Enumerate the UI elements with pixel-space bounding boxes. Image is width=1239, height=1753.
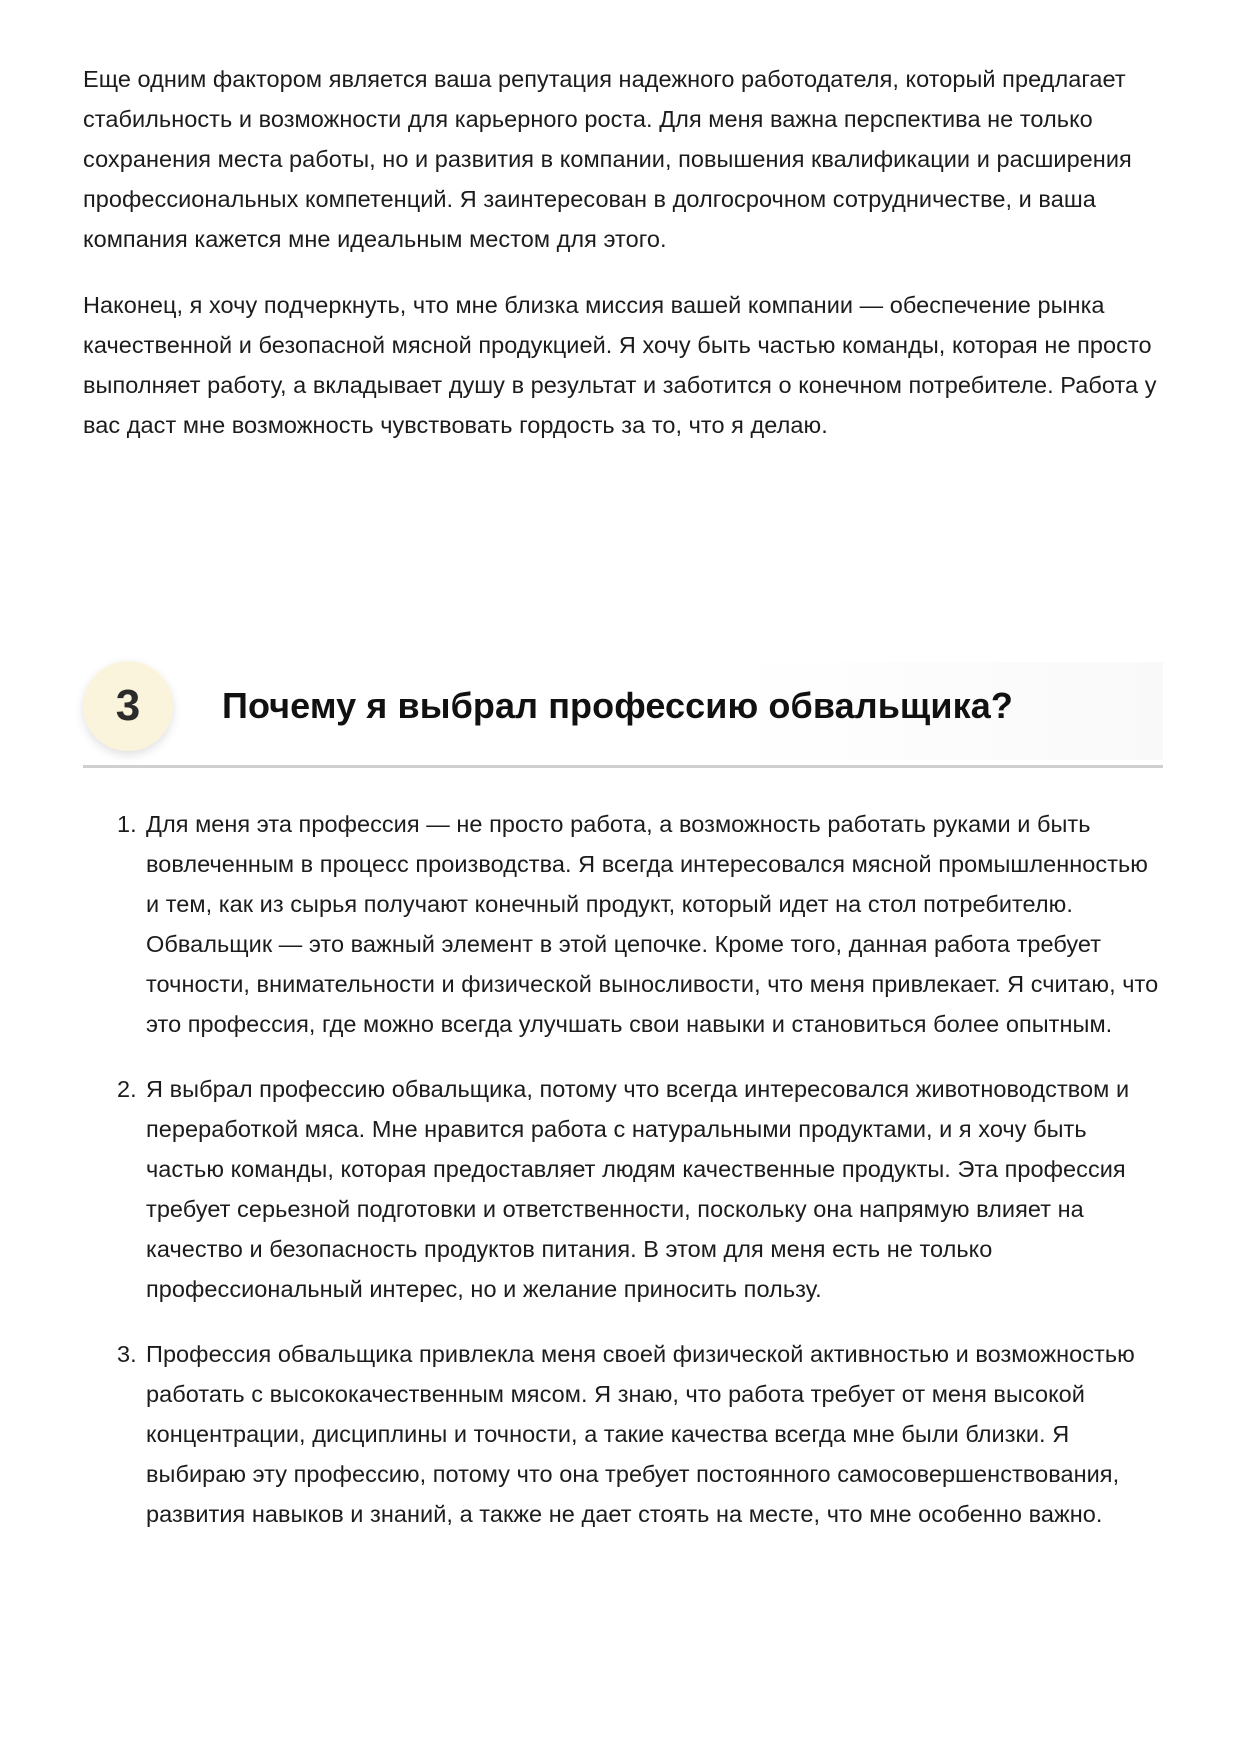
intro-paragraph-mission: Наконец, я хочу подчеркнуть, что мне близка миссия вашей компании — обеспечение рынка качественной и безопасной мясной продукцией. Я хочу быть частью команды, которая не просто выполняет работу, а вкладывает душу в результат и заботится о конечном потребителе. Работа у вас даст мне возможность чувствовать гордость за то, что я делаю. [83, 292, 1157, 438]
section-divider [83, 765, 1163, 768]
list-item-number: 2. [117, 1076, 137, 1102]
list-item-text: Профессия обвальщика привлекла меня своей физической активностью и возможностью работать с высококачественным мясом. Я знаю, что работа требует от меня высокой концентрации, дисциплины и точности, а такие качества всегда мне были близки. Я выбираю эту профессию, потому что она требует постоянного самосовершенствования, развития навыков и знаний, а также не дает стоять на месте, что мне особенно важно. [146, 1341, 1135, 1527]
list-item-number: 1. [117, 811, 137, 837]
section-title: Почему я выбрал профессию обвальщика? [222, 685, 1013, 726]
reasons-list [83, 804, 1163, 1559]
list-item-text: Для меня эта профессия — не просто работа, а возможность работать руками и быть вовлеченным в процесс производства. Я всегда интересовался мясной промышленностью и тем, как из сырья получают конечный продукт, который идет на стол потребителю. Обвальщик — это важный элемент в этой цепочке. Кроме того, данная работа требует точности, внимательности и физической выносливости, что меня привлекает. Я считаю, что это профессия, где можно всегда улучшать свои навыки и становиться более опытным. [146, 811, 1159, 1037]
section-header [83, 657, 1163, 767]
list-item-number: 3. [117, 1341, 137, 1367]
list-item [83, 1334, 1163, 1534]
list-item [83, 804, 1163, 1044]
list-item-text: Я выбрал профессию обвальщика, потому что всегда интересовался животноводством и переработкой мяса. Мне нравится работа с натуральными продуктами, и я хочу быть частью команды, которая предоставляет людям качественные продукты. Эта профессия требует серьезной подготовки и ответственности, поскольку она напрямую влияет на качество и безопасность продуктов питания. В этом для меня есть не только профессиональный интерес, но и желание приносить пользу. [146, 1076, 1130, 1302]
intro-paragraph-reputation: Еще одним фактором является ваша репутация надежного работодателя, который предлагает стабильность и возможности для карьерного роста. Для меня важна перспектива не только сохранения места работы, но и развития в компании, повышения квалификации и расширения профессиональных компетенций. Я заинтересован в долгосрочном сотрудничестве, и ваша компания кажется мне идеальным местом для этого. [83, 66, 1132, 252]
list-item [83, 1069, 1163, 1309]
section-number-badge: 3 [83, 661, 173, 751]
